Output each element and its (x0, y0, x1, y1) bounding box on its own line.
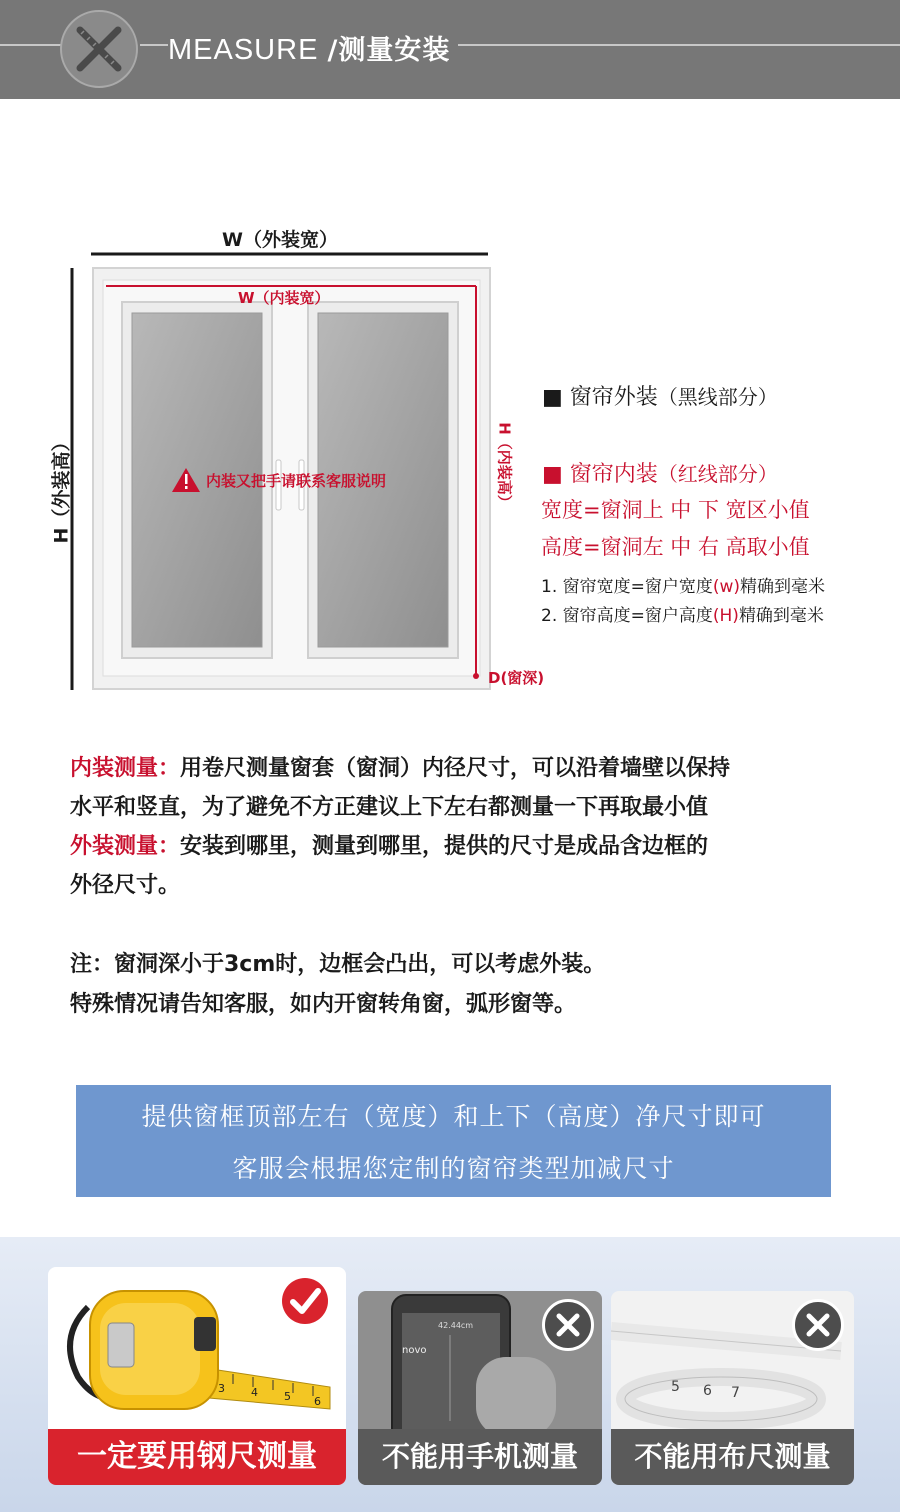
depth-point (473, 673, 479, 679)
phone-brand-text: novo (402, 1345, 427, 1356)
caption-phone: 不能用手机测量 (358, 1429, 602, 1485)
header-rule-left (0, 44, 62, 46)
tape-digit: 4 (251, 1386, 258, 1399)
cloth-tape-digit: 7 (731, 1385, 740, 1401)
caption-cloth-tape: 不能用布尺测量 (611, 1429, 854, 1485)
info-banner (76, 1085, 831, 1197)
legend-bullet-red: ■ (542, 462, 563, 487)
cloth-tape-digit: 5 (671, 1379, 680, 1395)
outer-measure-line-2: 外径尺寸。 (70, 873, 181, 898)
banner-line-2: 客服会根据您定制的窗帘类型加减尺寸 (232, 1154, 675, 1183)
outer-measure-label: 外装测量： (70, 834, 181, 859)
note1-prefix: 1. 窗帘宽度=窗户宽度 (541, 577, 713, 597)
tape-digit: 5 (284, 1390, 291, 1403)
inner-height-label: H（内装高） (495, 422, 514, 510)
close-icon (542, 1299, 594, 1351)
legend-inner-label: 窗帘内装 (569, 462, 658, 487)
banner-line-1: 提供窗框顶部左右（宽度）和上下（高度）净尺寸即可 (141, 1102, 766, 1131)
title-chinese: /测量安装 (327, 35, 451, 66)
outer-height-label: H（外装高） (50, 432, 73, 544)
cloth-tape-digit: 6 (703, 1383, 712, 1399)
legend-outer-note: （黑线部分） (657, 385, 778, 409)
width-rule: 宽度=窗洞上 中 下 宽区小值 (541, 498, 810, 522)
legend-bullet-black: ■ (542, 385, 563, 410)
ruler-pencil-icon (60, 10, 138, 88)
note2-prefix: 2. 窗帘高度=窗户高度 (541, 606, 713, 626)
width-precision-note (541, 572, 825, 597)
note2-suffix: 精确到毫米 (738, 606, 824, 626)
note-depth: 注：窗洞深小于3cm时，边框会凸出，可以考虑外装。 (70, 952, 606, 977)
legend-inner-note: （红线部分） (657, 462, 778, 486)
note1-suffix: 精确到毫米 (740, 577, 826, 597)
close-icon (792, 1299, 844, 1351)
height-precision-note (541, 601, 824, 626)
outer-width-label: W（外装宽） (222, 229, 338, 251)
note-special-cases: 特殊情况请告知客服，如内开窗转角窗，弧形窗等。 (70, 992, 577, 1017)
legend-outer-install (542, 380, 778, 411)
legend-inner-install (542, 457, 778, 488)
title-english: MEASURE (168, 34, 319, 66)
inner-width-label: W（内装宽） (238, 289, 330, 307)
page-title (168, 28, 458, 67)
caption-steel-tape: 一定要用钢尺测量 (48, 1429, 346, 1485)
legend-outer-label: 窗帘外装 (569, 385, 658, 410)
inner-measure-line-2: 水平和竖直，为了避免不方正建议上下左右都测量一下再取最小值 (70, 795, 709, 820)
check-icon (282, 1278, 328, 1324)
inner-measure-label: 内装测量： (70, 756, 181, 781)
inner-measure-text-1: 用卷尺测量窗套（窗洞）内径尺寸，可以沿着墙壁以保持 (180, 756, 731, 781)
inner-measure-line-1 (70, 751, 730, 782)
height-rule: 高度=窗洞左 中 右 高取小值 (541, 535, 810, 559)
tape-digit: 6 (314, 1395, 321, 1408)
depth-label: D(窗深) (488, 669, 545, 687)
outer-measure-text-1: 安装到哪里，测量到哪里，提供的尺寸是成品含边框的 (180, 834, 709, 859)
note2-highlight: (H) (712, 606, 739, 626)
outer-measure-line-1 (70, 829, 708, 860)
warning-text: 内装又把手请联系客服说明 (206, 472, 387, 490)
phone-screen-reading: 42.44cm (438, 1321, 474, 1330)
note1-highlight: (w) (712, 577, 741, 597)
tape-digit: 3 (218, 1382, 225, 1395)
